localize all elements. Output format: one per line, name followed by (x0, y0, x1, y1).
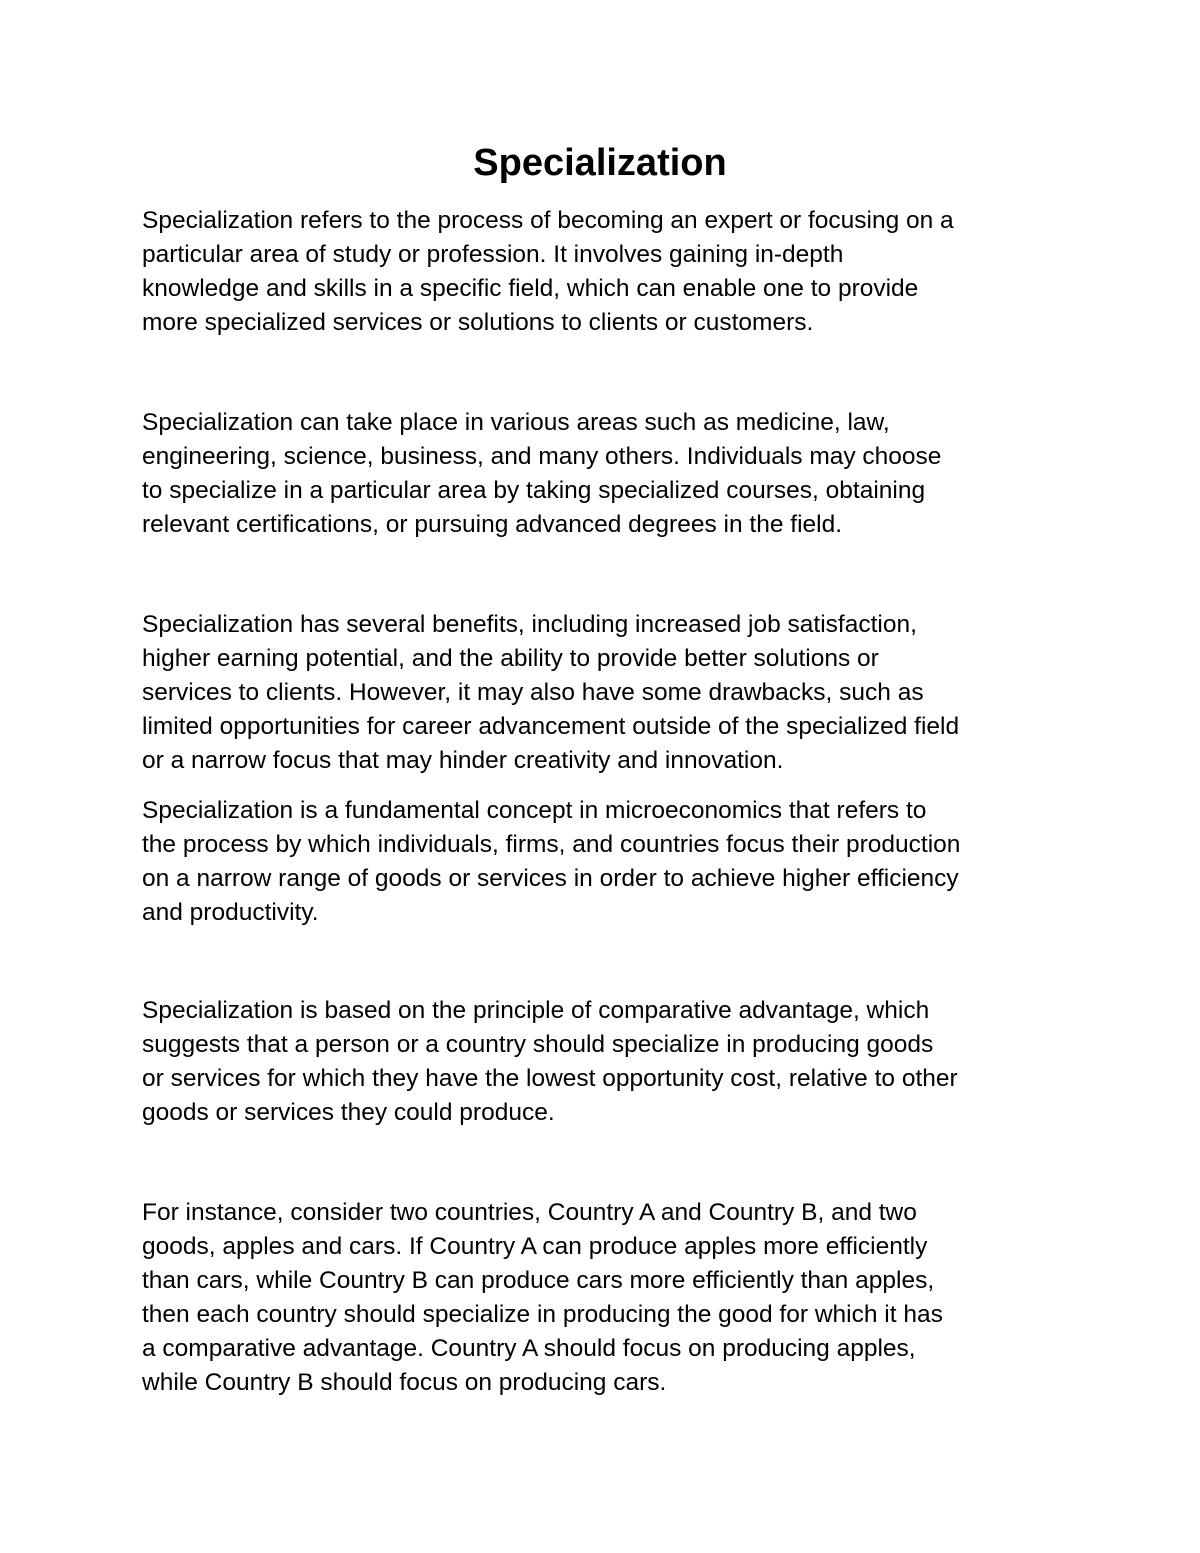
paragraph-comparative-advantage (142, 994, 1072, 1130)
paragraph-line: Specialization is a fundamental concept in microeconomics that refers to (142, 797, 927, 824)
paragraph-line: to specialize in a particular area by taking specialized courses, obtaining (142, 477, 926, 504)
paragraph-example (142, 1196, 1072, 1400)
page-title: Specialization (473, 142, 727, 184)
paragraph-line: services to clients. However, it may also have some drawbacks, such as (142, 679, 924, 706)
paragraph-line: or a narrow focus that may hinder creativity and innovation. (142, 747, 784, 774)
paragraph-definition (142, 204, 1072, 340)
paragraph-line: knowledge and skills in a specific field, which can enable one to provide (142, 275, 919, 302)
paragraph-benefits (142, 608, 1072, 778)
paragraph-line: while Country B should focus on producing cars. (142, 1369, 667, 1396)
paragraph-line: goods, apples and cars. If Country A can produce apples more efficiently (142, 1233, 928, 1260)
paragraph-microeconomics (142, 794, 1072, 930)
paragraph-line: a comparative advantage. Country A should focus on producing apples, (142, 1335, 916, 1362)
paragraph-line: For instance, consider two countries, Country A and Country B, and two (142, 1199, 917, 1226)
paragraph-line: Specialization refers to the process of becoming an expert or focusing on a (142, 207, 954, 234)
paragraph-line: more specialized services or solutions to clients or customers. (142, 309, 814, 336)
paragraph-line: Specialization has several benefits, including increased job satisfaction, (142, 611, 917, 638)
paragraph-line: or services for which they have the lowest opportunity cost, relative to other (142, 1065, 958, 1092)
paragraph-line: Specialization is based on the principle of comparative advantage, which (142, 997, 930, 1024)
paragraph-line: particular area of study or profession. It involves gaining in-depth (142, 241, 844, 268)
paragraph-line: on a narrow range of goods or services in order to achieve higher efficiency (142, 865, 959, 892)
paragraph-line: Specialization can take place in various areas such as medicine, law, (142, 409, 890, 436)
paragraph-line: and productivity. (142, 899, 319, 926)
paragraph-line: then each country should specialize in producing the good for which it has (142, 1301, 943, 1328)
paragraph-line: goods or services they could produce. (142, 1099, 555, 1126)
paragraph-line: suggests that a person or a country should specialize in producing goods (142, 1031, 934, 1058)
paragraph-line: than cars, while Country B can produce cars more efficiently than apples, (142, 1267, 935, 1294)
paragraph-line: limited opportunities for career advancement outside of the specialized field (142, 713, 960, 740)
paragraph-line: higher earning potential, and the ability to provide better solutions or (142, 645, 879, 672)
paragraph-line: engineering, science, business, and many others. Individuals may choose (142, 443, 942, 470)
paragraph-line: the process by which individuals, firms, and countries focus their production (142, 831, 961, 858)
paragraph-line: relevant certifications, or pursuing advanced degrees in the field. (142, 511, 843, 538)
paragraph-areas (142, 406, 1072, 542)
